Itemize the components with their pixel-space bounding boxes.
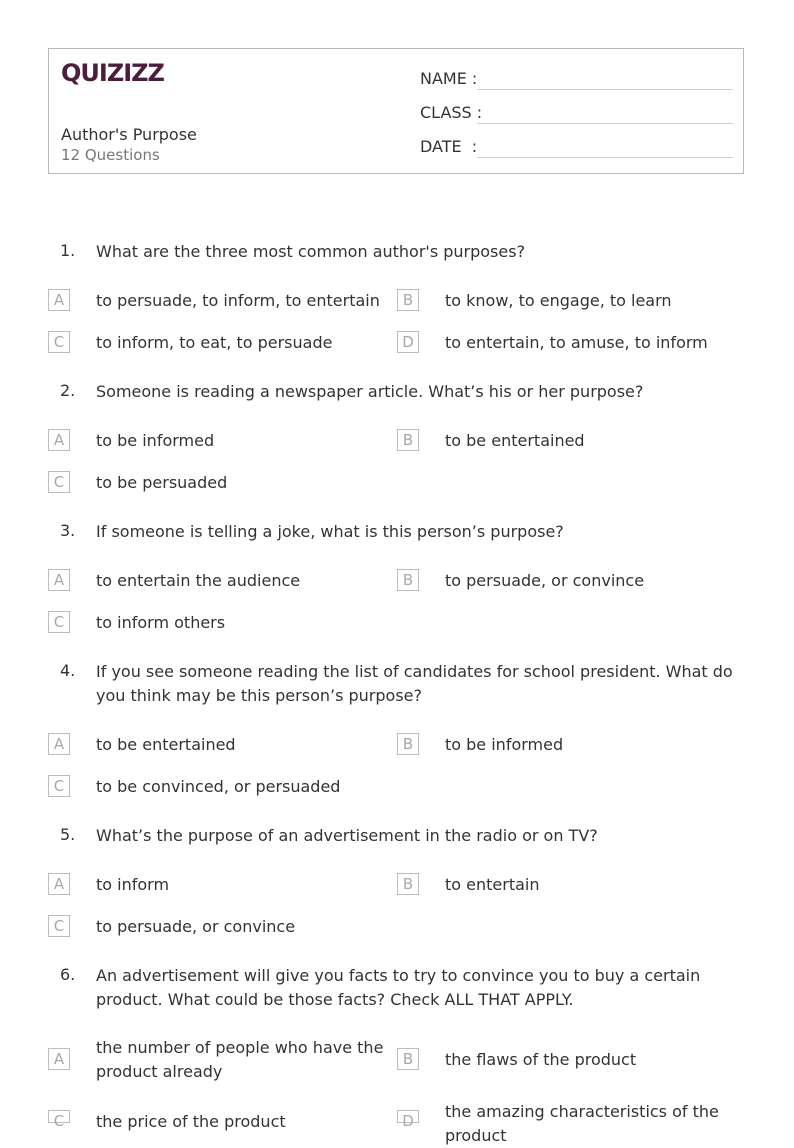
option-b-text: to be informed [445, 735, 564, 754]
option-a-box[interactable]: A [48, 289, 70, 311]
class-line [477, 123, 733, 124]
option-a-box[interactable]: A [48, 429, 70, 451]
question-number: 5. [60, 825, 76, 844]
question-text: What’s the purpose of an advertisement in the radio or on TV? [96, 826, 598, 845]
date-line [477, 157, 733, 158]
question-text: Someone is reading a newspaper article. What’s his or her purpose? [96, 382, 644, 401]
option-c-text: to persuade, or convince [96, 917, 296, 936]
worksheet-title: Author's Purpose [61, 125, 197, 144]
worksheet-header [48, 48, 744, 174]
option-b-box[interactable]: B [397, 429, 419, 451]
option-a-box[interactable]: A [48, 1048, 70, 1070]
option-d-box[interactable]: D [397, 1110, 419, 1123]
question-number: 3. [60, 521, 76, 540]
option-b-box[interactable]: B [397, 289, 419, 311]
question-count: 12 Questions [61, 146, 160, 164]
name-label: NAME : [420, 69, 478, 88]
question-number: 2. [60, 381, 76, 400]
option-b-box[interactable]: B [397, 733, 419, 755]
option-b-text: to be entertained [445, 431, 585, 450]
option-b-text: to entertain [445, 875, 540, 894]
option-a-box[interactable]: A [48, 733, 70, 755]
option-c-box[interactable]: C [48, 331, 70, 353]
option-b-box[interactable]: B [397, 873, 419, 895]
option-a-text: the number of people who have the product already [96, 1038, 384, 1081]
option-b-text: to persuade, or convince [445, 571, 645, 590]
option-c-box[interactable]: C [48, 611, 70, 633]
option-a-text: to be entertained [96, 735, 236, 754]
question-number: 1. [60, 241, 76, 260]
class-label: CLASS : [420, 103, 483, 122]
option-c-text: to be convinced, or persuaded [96, 777, 341, 796]
option-d-box[interactable]: D [397, 331, 419, 353]
option-d-text: to entertain, to amuse, to inform [445, 333, 708, 352]
option-b-text: to know, to engage, to learn [445, 291, 672, 310]
option-a-box[interactable]: A [48, 569, 70, 591]
option-c-text: to be persuaded [96, 473, 228, 492]
option-a-box[interactable]: A [48, 873, 70, 895]
question-text: If someone is telling a joke, what is this person’s purpose? [96, 522, 564, 541]
option-c-text: to inform, to eat, to persuade [96, 333, 333, 352]
option-d-text: the amazing characteristics of the product [445, 1102, 719, 1145]
option-c-box[interactable]: C [48, 775, 70, 797]
option-b-box[interactable]: B [397, 569, 419, 591]
option-a-text: to persuade, to inform, to entertain [96, 291, 380, 310]
option-a-text: to entertain the audience [96, 571, 301, 590]
date-label: DATE : [420, 137, 478, 156]
option-c-text: to inform others [96, 613, 226, 632]
option-c-box[interactable]: C [48, 471, 70, 493]
option-c-box[interactable]: C [48, 915, 70, 937]
question-number: 6. [60, 965, 76, 984]
question-text: What are the three most common author's purposes? [96, 242, 526, 261]
option-a-text: to be informed [96, 431, 215, 450]
name-line [477, 89, 733, 90]
question-text: An advertisement will give you facts to try to convince you to buy a certain product. What could be those facts? Check ALL THAT APPLY. [96, 966, 701, 1009]
option-b-text: the flaws of the product [445, 1050, 637, 1069]
option-c-text: the price of the product [96, 1112, 286, 1131]
option-c-box[interactable]: C [48, 1110, 70, 1123]
question-text: If you see someone reading the list of candidates for school president. What do you think may be this person’s purpose? [96, 662, 733, 705]
option-b-box[interactable]: B [397, 1048, 419, 1070]
question-number: 4. [60, 661, 76, 680]
option-a-text: to inform [96, 875, 170, 894]
quizizz-logo: QUIZIZZ [61, 59, 164, 87]
